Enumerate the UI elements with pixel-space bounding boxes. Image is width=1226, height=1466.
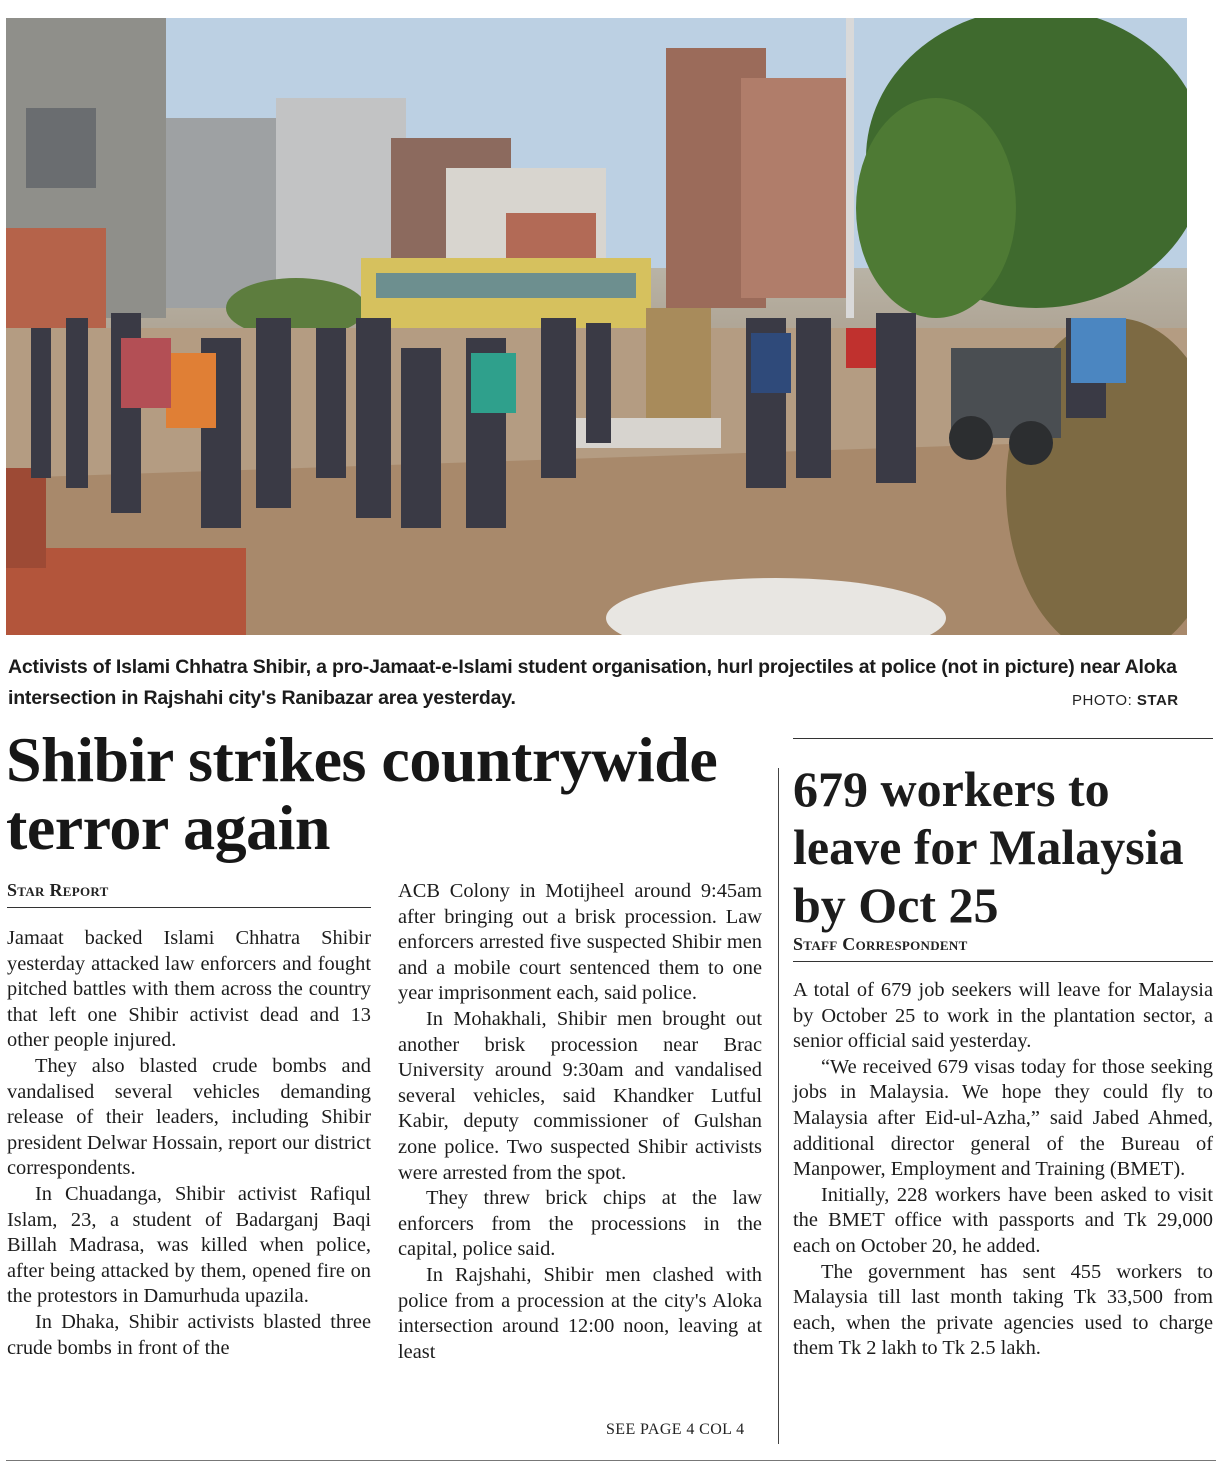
photo-credit-label: PHOTO:	[1072, 692, 1133, 709]
side-story-column	[793, 978, 1213, 1362]
main-byline: Star Report	[7, 880, 371, 908]
side-story-top-rule	[793, 738, 1213, 739]
paragraph: The government has sent 455 workers to Malaysia till last month taking Tk 33,500 from each, when the private agencies used to charge them Tk 2 lakh to Tk 2.5 lakh.	[793, 1260, 1213, 1360]
page-bottom-rule	[6, 1460, 1216, 1461]
paragraph: They also blasted crude bombs and vandalised several vehicles demanding release of their leaders, including Shibir president Delwar Hossain, report our district correspondents.	[7, 1054, 371, 1180]
paragraph: In Dhaka, Shibir activists blasted three crude bombs in front of the	[7, 1310, 371, 1359]
paragraph: In Rajshahi, Shibir men clashed with police from a procession at the city's Aloka intersection around 12:00 noon, leaving at least	[398, 1263, 762, 1363]
main-story-column-2	[398, 879, 762, 1365]
paragraph: “We received 679 visas today for those seeking jobs in Malaysia. We hope they could fly to Malaysia after Eid-ul-Azha,” said Jabed Ahmed, additional director general of the Bureau of Manpower, Employment and Training (BMET).	[793, 1055, 1213, 1181]
news-photo	[6, 18, 1187, 635]
main-story-column-1	[7, 926, 371, 1361]
photo-credit	[1072, 692, 1179, 709]
main-headline: Shibir strikes countrywide terror again	[6, 724, 718, 863]
street-clash-illustration	[6, 18, 1187, 635]
photo-credit-source: STAR	[1136, 692, 1179, 709]
side-headline: 679 workers to leave for Malaysia by Oct 25	[793, 761, 1184, 933]
paragraph: Jamaat backed Islami Chhatra Shibir yesterday attacked law enforcers and fought pitched battles with them across the country that left one Shibir activist dead and 13 other people injured.	[7, 927, 371, 1052]
paragraph: In Chuadanga, Shibir activist Rafiqul Islam, 23, a student of Badarganj Baqi Billah Madrasa, was killed when police, after being attacked by them, opened fire on the protestors in Damurhuda upazila.	[7, 1182, 371, 1308]
side-byline: Staff Correspondent	[793, 934, 1213, 962]
paragraph: In Mohakhali, Shibir men brought out another brisk procession near Brac University around 9:30am and vandalised several vehicles, said Khandker Lutful Kabir, deputy commissioner of Gulshan zone police. Two suspected Shibir activists were arrested from the spot.	[398, 1007, 762, 1184]
column-divider	[778, 768, 779, 1444]
paragraph: They threw brick chips at the law enforcers from the processions in the capital, police said.	[398, 1187, 762, 1261]
continuation-jump: SEE PAGE 4 COL 4	[606, 1421, 745, 1438]
paragraph: A total of 679 job seekers will leave for Malaysia by October 25 to work in the plantation sector, a senior official said yesterday.	[793, 979, 1213, 1053]
paragraph: ACB Colony in Motijheel around 9:45am after bringing out a brisk procession. Law enforcers arrested five suspected Shibir men and a mobile court sentenced them to one year imprisonment each, said police.	[398, 880, 762, 1005]
photo-caption: Activists of Islami Chhatra Shibir, a pro-Jamaat-e-Islami student organisation, hurl projectiles at police (not in picture) near Aloka intersection in Rajshahi city's Ranibazar area yesterday.	[8, 656, 1177, 709]
paragraph: Initially, 228 workers have been asked to visit the BMET office with passports and Tk 29,000 each on October 20, he added.	[793, 1183, 1213, 1257]
